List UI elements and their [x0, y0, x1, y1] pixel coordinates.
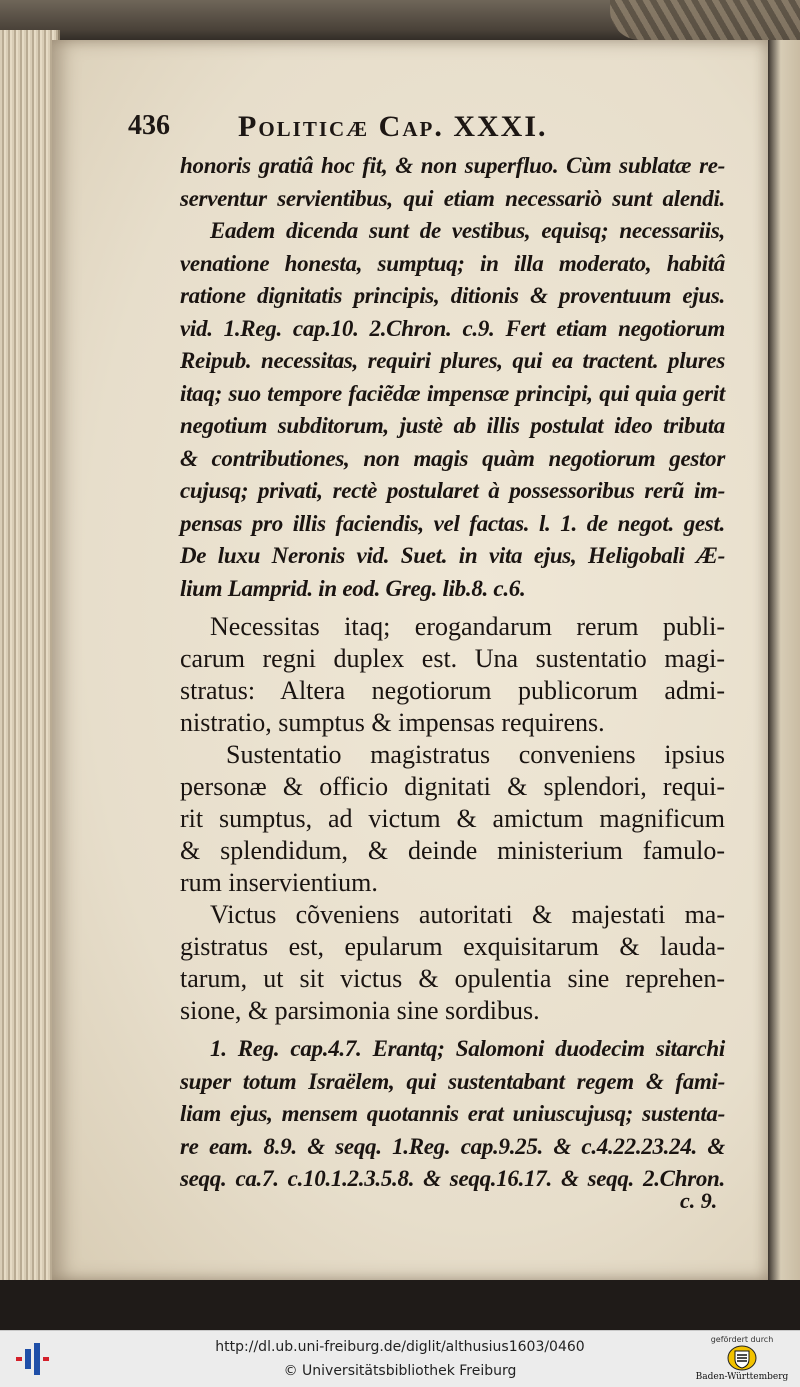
main-text-block — [180, 611, 725, 1027]
commentary-block-2 — [180, 1033, 725, 1196]
text-line: negotium subditorum, justè ab illis postulat ideo tributa — [180, 413, 725, 438]
viewer-footer — [0, 1330, 800, 1387]
text-line: 1. Reg. cap.4.7. Erantq; Salomoni duodecim sitarchi — [210, 1036, 725, 1061]
document-url[interactable]: http://dl.ub.uni-freiburg.de/diglit/althusius1603/0460 — [215, 1339, 585, 1355]
text-line: & splendidum, & deinde ministerium famulo- — [180, 836, 725, 865]
page-edges-left — [0, 30, 60, 1290]
text-line: Victus cõveniens autoritati & majestati ma- — [210, 900, 725, 929]
text-line: Eadem dicenda sunt de vestibus, equisq; necessariis, — [210, 218, 725, 243]
text-line: stratus: Altera negotiorum publicorum admi- — [180, 676, 725, 705]
next-page-edge — [768, 40, 800, 1280]
page-text — [180, 150, 725, 1196]
text-line: honoris gratiâ hoc fit, & non superfluo. Cùm sublatæ re- — [180, 153, 725, 178]
sponsor-name: Baden-Württemberg — [695, 1372, 789, 1382]
binding-cord — [610, 0, 800, 40]
text-line: carum regni duplex est. Una sustentatio magi- — [180, 644, 725, 673]
text-line: vid. 1.Reg. cap.10. 2.Chron. c.9. Fert etiam negotiorum — [180, 315, 725, 341]
state-crest-icon — [727, 1345, 757, 1371]
book-bottom-shadow — [0, 1280, 800, 1330]
text-line: personæ & officio dignitati & splendori, requi- — [180, 772, 725, 801]
text-line: & contributiones, non magis quàm negotiorum gestor — [180, 445, 725, 471]
text-line: Sustentatio magistratus conveniens ipsius — [226, 740, 725, 769]
page-number: 436 — [128, 110, 170, 141]
sponsor-badge — [692, 1333, 792, 1385]
text-line: itaq; suo tempore faciẽdæ impensæ principi, qui quia gerit — [180, 380, 725, 406]
text-line: re eam. 8.9. & seqq. 1.Reg. cap.9.25. & c.4.22.23.24. & — [180, 1133, 725, 1159]
text-line: rum inservientium. — [180, 868, 378, 897]
text-line: liam ejus, mensem quotannis erat uniuscujusq; sustenta- — [180, 1101, 725, 1126]
text-line: super totum Israëlem, qui sustentabant regem & fami- — [180, 1068, 725, 1094]
text-line: pensas pro illis faciendis, vel factas. l. 1. de negot. gest. — [180, 510, 725, 536]
text-line: Reipub. necessitas, requiri plures, qui ea tractent. plures — [180, 348, 725, 373]
text-line: De luxu Neronis vid. Suet. in vita ejus, Heligobali Æ- — [180, 543, 725, 568]
copyright-notice: © Universitätsbibliothek Freiburg — [283, 1363, 517, 1379]
text-line: seqq. ca.7. c.10.1.2.3.5.8. & seqq.16.17. & seqq. 2.Chron. — [180, 1166, 725, 1191]
sponsor-label: gefördert durch — [710, 1335, 774, 1344]
text-line: sione, & parsimonia sine sordibus. — [180, 996, 540, 1025]
text-line: Necessitas itaq; erogandarum rerum publi- — [210, 612, 725, 641]
running-head: Politicæ Cap. XXXI. — [238, 110, 548, 143]
text-line: cujusq; privati, rectè postularet à possessoribus rerũ im- — [180, 478, 725, 503]
commentary-block-1 — [180, 150, 725, 605]
text-line: venatione honesta, sumptuq; in illa moderato, habitâ — [180, 250, 725, 276]
text-line: ratione dignitatis principis, ditionis & proventuum ejus. — [180, 283, 725, 308]
catchword: c. 9. — [680, 1188, 718, 1213]
text-line: rit sumptus, ad victum & amictum magnificum — [180, 804, 725, 833]
text-line: serventur servientibus, qui etiam necessariò sunt alendi. — [180, 185, 725, 211]
text-line: lium Lamprid. in eod. Greg. lib.8. c.6. — [180, 575, 526, 601]
text-line: nistratio, sumptus & impensas requirens. — [180, 708, 605, 737]
page-header — [128, 110, 708, 150]
text-line: gistratus est, epularum exquisitarum & lauda- — [180, 932, 725, 961]
text-line: tarum, ut sit victus & opulentia sine reprehen- — [180, 964, 725, 993]
